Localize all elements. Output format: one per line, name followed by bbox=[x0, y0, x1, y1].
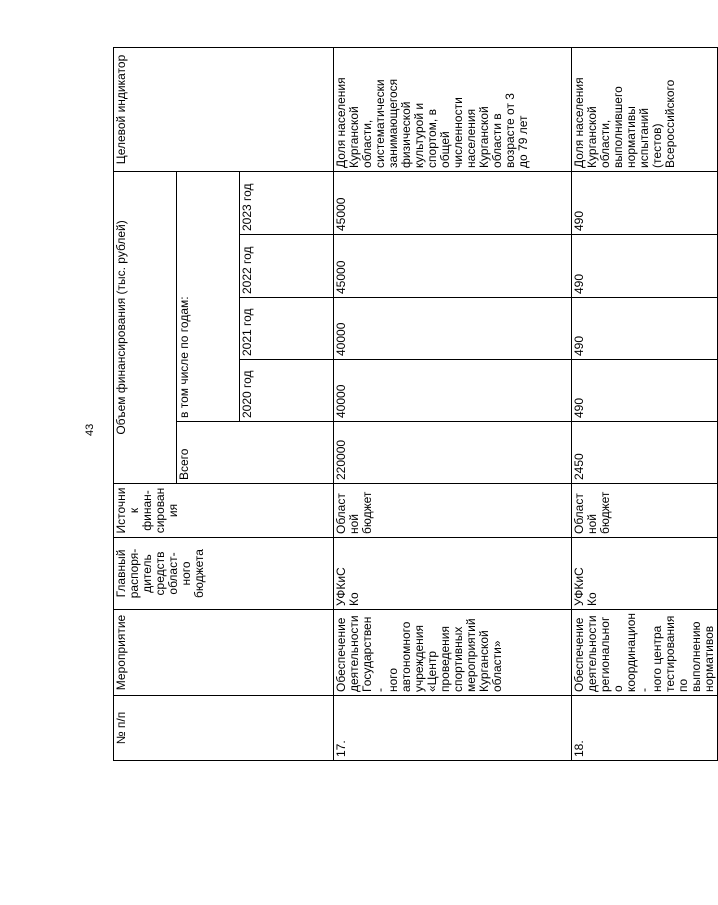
row-source: Областной бюджет bbox=[334, 484, 572, 538]
header-year-2021: 2021 год bbox=[240, 298, 334, 360]
row-year-2022: 45000 bbox=[334, 235, 572, 298]
rotated-table-sheet bbox=[113, 48, 716, 761]
row-manager: УФКиС Ко bbox=[572, 538, 718, 610]
row-event: Обеспечение деятельности регионального координацион- ного центра тестирования по выполнению нормативов bbox=[572, 610, 718, 696]
row-num: 17. bbox=[334, 696, 572, 761]
row-year-2020: 490 bbox=[572, 360, 718, 422]
row-event: Обеспечение деятельности Государствен- ного автономного учреждения «Центр проведения спортивных мероприятий Курганской области» bbox=[334, 610, 572, 696]
row-year-2023: 45000 bbox=[334, 171, 572, 234]
row-year-2022: 490 bbox=[572, 235, 718, 298]
header-source: Источник финан- сирования bbox=[114, 484, 334, 538]
row-year-2021: 490 bbox=[572, 298, 718, 360]
table-row bbox=[572, 47, 718, 760]
header-total: Всего bbox=[177, 422, 334, 484]
row-total: 2450 bbox=[572, 422, 718, 484]
header-year-2023: 2023 год bbox=[240, 171, 334, 234]
page-number: 43 bbox=[84, 423, 96, 436]
header-manager: Главный распоря- дитель средств област- ного бюджета bbox=[114, 538, 334, 610]
header-funding: Объем финансирования (тыс. рублей) bbox=[114, 171, 177, 483]
funding-table bbox=[113, 47, 718, 761]
table-row bbox=[334, 47, 572, 760]
row-total: 220000 bbox=[334, 422, 572, 484]
row-manager: УФКиС Ко bbox=[334, 538, 572, 610]
row-source: Областной бюджет bbox=[572, 484, 718, 538]
row-year-2023: 490 bbox=[572, 171, 718, 234]
header-indicator: Целевой индикатор bbox=[114, 47, 334, 171]
row-indicator: Доля населения Курганской области, выполнившего нормативы испытаний (тестов) Всероссийского bbox=[572, 47, 718, 171]
row-year-2021: 40000 bbox=[334, 298, 572, 360]
row-year-2020: 40000 bbox=[334, 360, 572, 422]
header-event: Мероприятие bbox=[114, 610, 334, 696]
row-num: 18. bbox=[572, 696, 718, 761]
header-year-2022: 2022 год bbox=[240, 235, 334, 298]
header-year-2020: 2020 год bbox=[240, 360, 334, 422]
header-by-years: в том числе по годам: bbox=[177, 47, 240, 421]
row-indicator: Доля населения Курганской области, систематически занимающегося физической культурой и спортом, в общей численности населения Курганской области в возрасте от 3 до 79 лет bbox=[334, 47, 572, 171]
header-num: № п/п bbox=[114, 696, 334, 761]
